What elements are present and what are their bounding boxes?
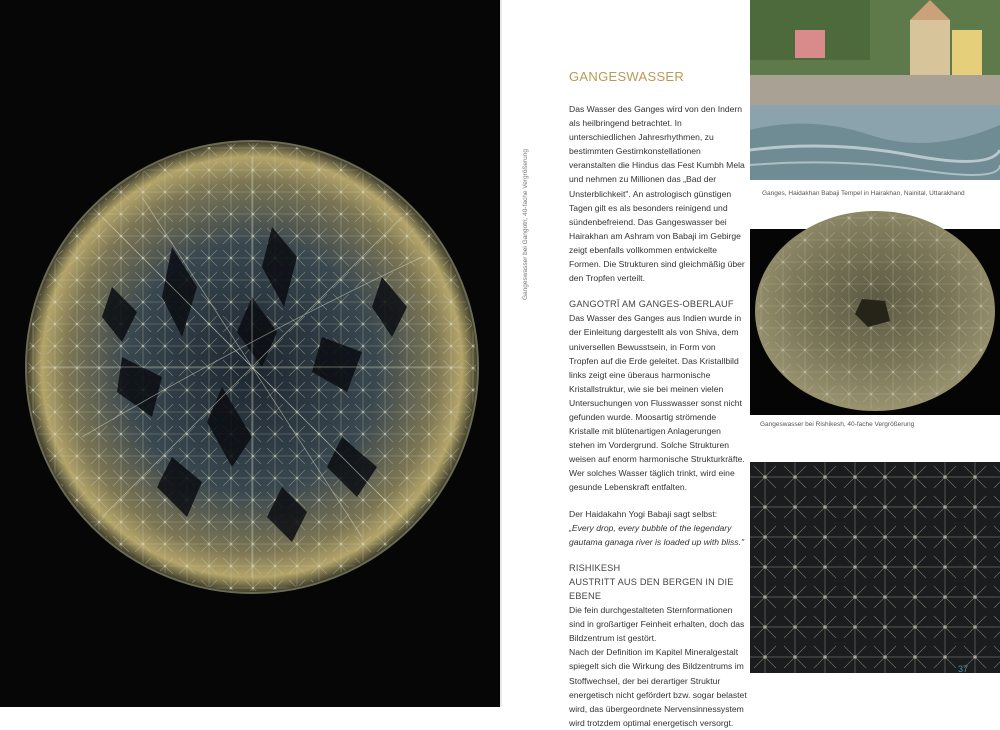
section3-paragraph-1: Die fein durchgestalteten Sternformationen sind in großartiger Feinheit erhalten, doch das Bildzentrum ist gestört. [569,605,745,644]
crystal-detail-photo [750,462,1000,673]
temple-photo [750,0,1000,180]
quote-intro: Der Haidakahn Yogi Babaji sagt selbst: [569,508,718,519]
temple-caption: Ganges, Haidakhan Babaji Tempel in Hairakhan, Nainital, Uttarakhand [762,190,965,197]
temple-photo-graphic [750,0,1000,180]
rishikesh-caption: Gangeswasser bei Rishikesh, 40-fache Vergrößerung [760,421,915,428]
intro-paragraph: Das Wasser des Ganges wird von den Indern als heilbringend betrachtet. In unterschiedlichen Jahresrhythmen, zu bestimmten Gestirnkonstellationen veranstalten die Hindus das Fest Kumbh Mela und nehmen zu Millionen das „Bad der Unsterblichkeit". An astrologisch günstigen Tagen gilt es als besonders reinigend und sündenbefreiend. Das Gangeswasser bei Hairakhan am Ashram von Babaji im Gebirge zeigt ebenfalls vollkommen entwickelte Formen. Die Strukturen sind gleichmäßig über den Tropfen verteilt. [569,104,745,284]
vertical-caption [514,70,529,300]
section3-subtitle: AUSTRITT AUS DEN BERGEN IN DIE EBENE [569,576,734,601]
article-title: GANGESWASSER [569,69,685,84]
rishikesh-crystal-graphic [750,229,1000,415]
section3-title: RISHIKESH [569,562,621,573]
book-spine [500,0,502,707]
section2-title: GANGOTRĪ AM GANGES-OBERLAUF [569,299,734,310]
vertical-caption-text: Gangeswasser bei Gangotri, 40-fache Vergrößerung [522,148,529,300]
left-page-photo [0,0,500,707]
section2-paragraph: Das Wasser des Ganges aus Indien wurde in der Einleitung dargestellt als von Shiva, dem universellen Bewusstsein, in Form von Tropfen auf die Erde geleitet. Das Kristallbild links zeigt eine überaus harmonische Kristallstruktur, wie sie bei meinen vielen Untersuchungen von Flusswasser sonst nicht gefunden wurde. Moosartig strömende Kristalle mit blütenartigen Anlagerungen stehen im Vordergrund. Solche Strukturen weisen auf enorm harmonische Strukturkräfte. Wer solches Wasser täglich trinkt, wird eine gesunde Lebenskraft entfalten. [569,313,745,493]
article-column [569,68,747,730]
babaji-quote: „Every drop, every bubble of the legendary gautama ganaga river is loaded up with bliss." [569,522,745,547]
page-number: 37 [958,664,969,674]
crystal-detail-graphic [750,462,1000,673]
rishikesh-crystal-photo [750,229,1000,415]
section3-paragraph-2: Nach der Definition im Kapitel Mineralgestalt spiegelt sich die Wirkung des Bildzentrums im Stoffwechsel, der bei derartiger Struktur energetisch nicht gefördert bzw. sogar belastet wird, das übergeordnete Nervensinnessystem wird trotzdem optimal energetisch versorgt. [569,647,747,728]
ganges-crystal-image [22,137,482,597]
